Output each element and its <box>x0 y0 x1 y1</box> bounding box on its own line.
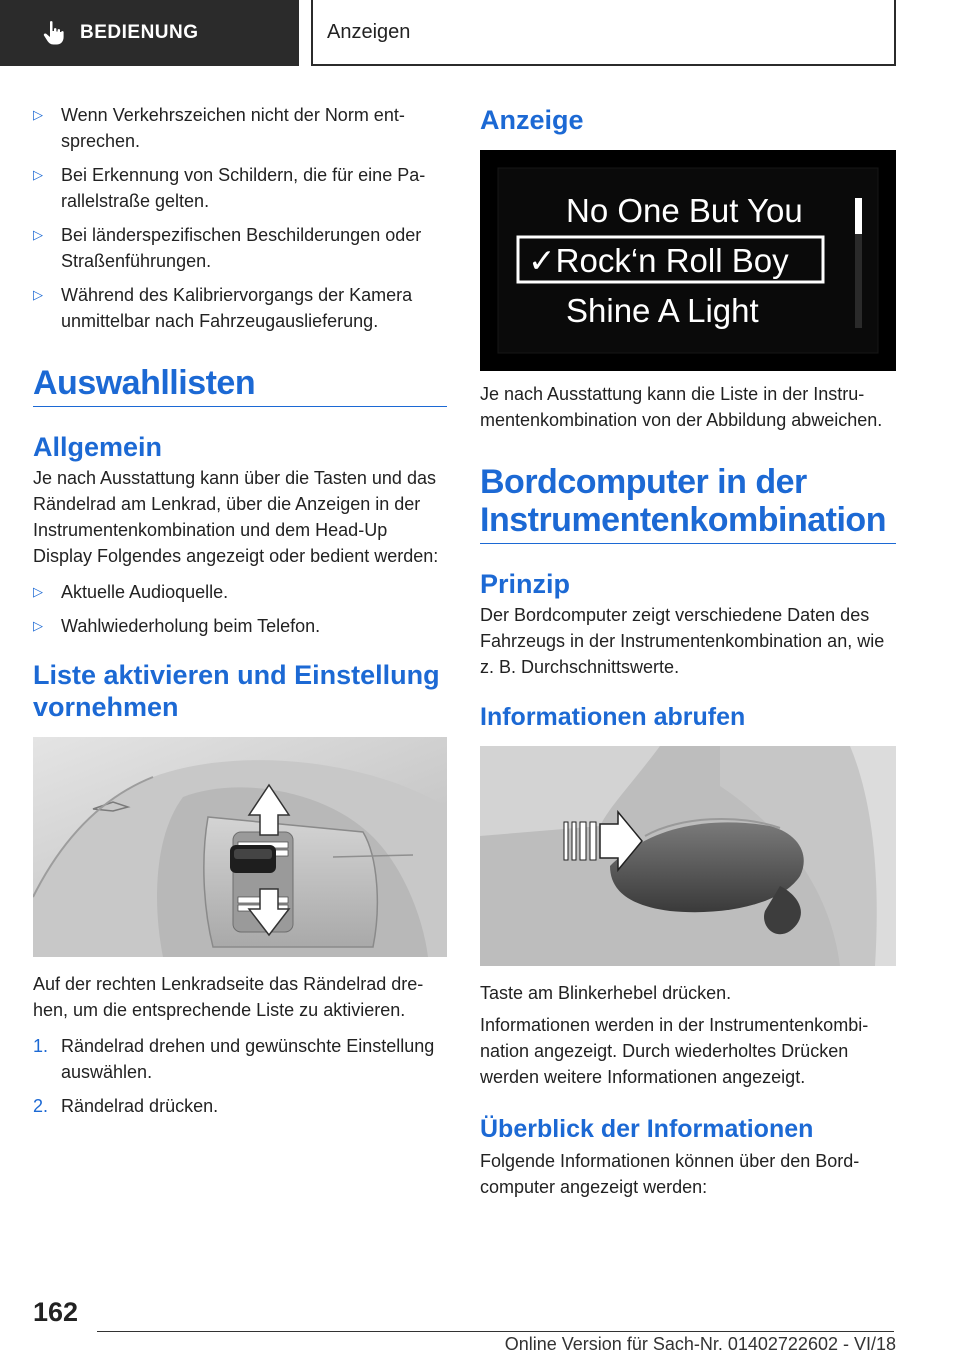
chapter-tab <box>0 0 299 66</box>
paragraph-allgemein: Je nach Ausstattung kann über die Tasten und das Rändelrad am Lenkrad, über die Anzeigen in der Instrumentenkombination und dem Head-Up Display Folgendes angezeigt oder bedient werden: <box>33 468 439 566</box>
caption-turn-signal: Taste am Blinkerhebel drücken. <box>480 983 732 1003</box>
triangle-bullet-icon: ▷ <box>33 227 43 242</box>
instrument-display-illustration <box>480 150 896 371</box>
paragraph-prinzip: Der Bordcomputer zeigt verschiedene Daten des Fahrzeugs in der Instrumentenkombination an, wie z. B. Durchschnittswerte. <box>480 605 885 677</box>
hand-pointer-icon <box>42 20 66 46</box>
display-item-2-selected: ✓Rock‘n Roll Boy <box>528 242 789 279</box>
footer-divider <box>97 1331 894 1332</box>
turn-signal-lever-illustration <box>480 746 896 966</box>
steering-wheel-illustration <box>33 737 447 957</box>
list-item: 1. Rändelrad drehen und gewünschte Einstellung auswählen. <box>33 1036 435 1082</box>
heading-ueberblick: Überblick der Informationen <box>480 1115 814 1143</box>
heading-informationen-abrufen: Informationen abrufen <box>480 703 746 731</box>
list-item: ▷ Bei Erkennung von Schildern, die für eine Parallelstraße gelten. <box>33 162 447 214</box>
paragraph-informationen: Informationen werden in der Instrumentenkombination angezeigt. Durch wiederholtes Drücken werden weitere Informationen angezeigt. <box>480 1015 869 1087</box>
triangle-bullet-icon: ▷ <box>33 584 43 599</box>
display-item-1: No One But You <box>566 192 803 229</box>
numbered-steps <box>33 1033 447 1119</box>
caption-steering-wheel: Auf der rechten Lenkradseite das Rändelrad drehen, um die entsprechende Liste zu aktivieren. <box>33 974 424 1020</box>
list-item: ▷ Während des Kalibriervorgangs der Kamera unmittelbar nach Fahrzeugauslieferung. <box>33 282 447 334</box>
heading-auswahllisten: Auswahllisten <box>33 364 447 407</box>
heading-anzeige: Anzeige <box>480 105 584 135</box>
right-column <box>480 96 896 1200</box>
bullet-list-allgemein <box>33 579 447 639</box>
footer-online-version: Online Version für Sach-Nr. 01402722602 - VI/18 <box>504 1334 896 1354</box>
list-item: 2. Rändelrad drücken. <box>33 1096 219 1116</box>
list-item: ▷ Bei länderspezifischen Beschilderungen oder Straßenführungen. <box>33 222 447 274</box>
list-item: ▷ Aktuelle Audioquelle. <box>33 579 447 605</box>
bullet-list-top <box>33 102 447 334</box>
heading-liste-aktivieren: Liste aktivieren und Einstellung vornehmen <box>33 660 440 722</box>
list-item: ▷ Wahlwiederholung beim Telefon. <box>33 613 447 639</box>
heading-allgemein: Allgemein <box>33 432 163 462</box>
triangle-bullet-icon: ▷ <box>33 167 43 182</box>
triangle-bullet-icon: ▷ <box>33 618 43 633</box>
page-number: 162 <box>33 1297 79 1327</box>
heading-bordcomputer: Bordcomputer in der Instrumentenkombination <box>480 463 896 544</box>
steering-wheel-figure <box>33 737 447 957</box>
paragraph-anzeige: Je nach Ausstattung kann die Liste in der Instrumentenkombination von der Abbildung abweichen. <box>480 384 883 430</box>
triangle-bullet-icon: ▷ <box>33 107 43 122</box>
left-column <box>33 96 447 1127</box>
section-title: Anzeigen <box>311 0 896 66</box>
paragraph-ueberblick: Folgende Informationen können über den Bordcomputer angezeigt werden: <box>480 1151 860 1197</box>
display-item-3: Shine A Light <box>566 292 759 329</box>
triangle-bullet-icon: ▷ <box>33 287 43 302</box>
heading-prinzip: Prinzip <box>480 569 571 599</box>
list-item: ▷ Wenn Verkehrszeichen nicht der Norm entsprechen. <box>33 102 447 154</box>
chapter-title: BEDIENUNG <box>80 22 199 43</box>
display-figure <box>480 150 896 371</box>
display-scrollbar-thumb <box>855 198 862 234</box>
turn-signal-lever-figure <box>480 746 896 966</box>
